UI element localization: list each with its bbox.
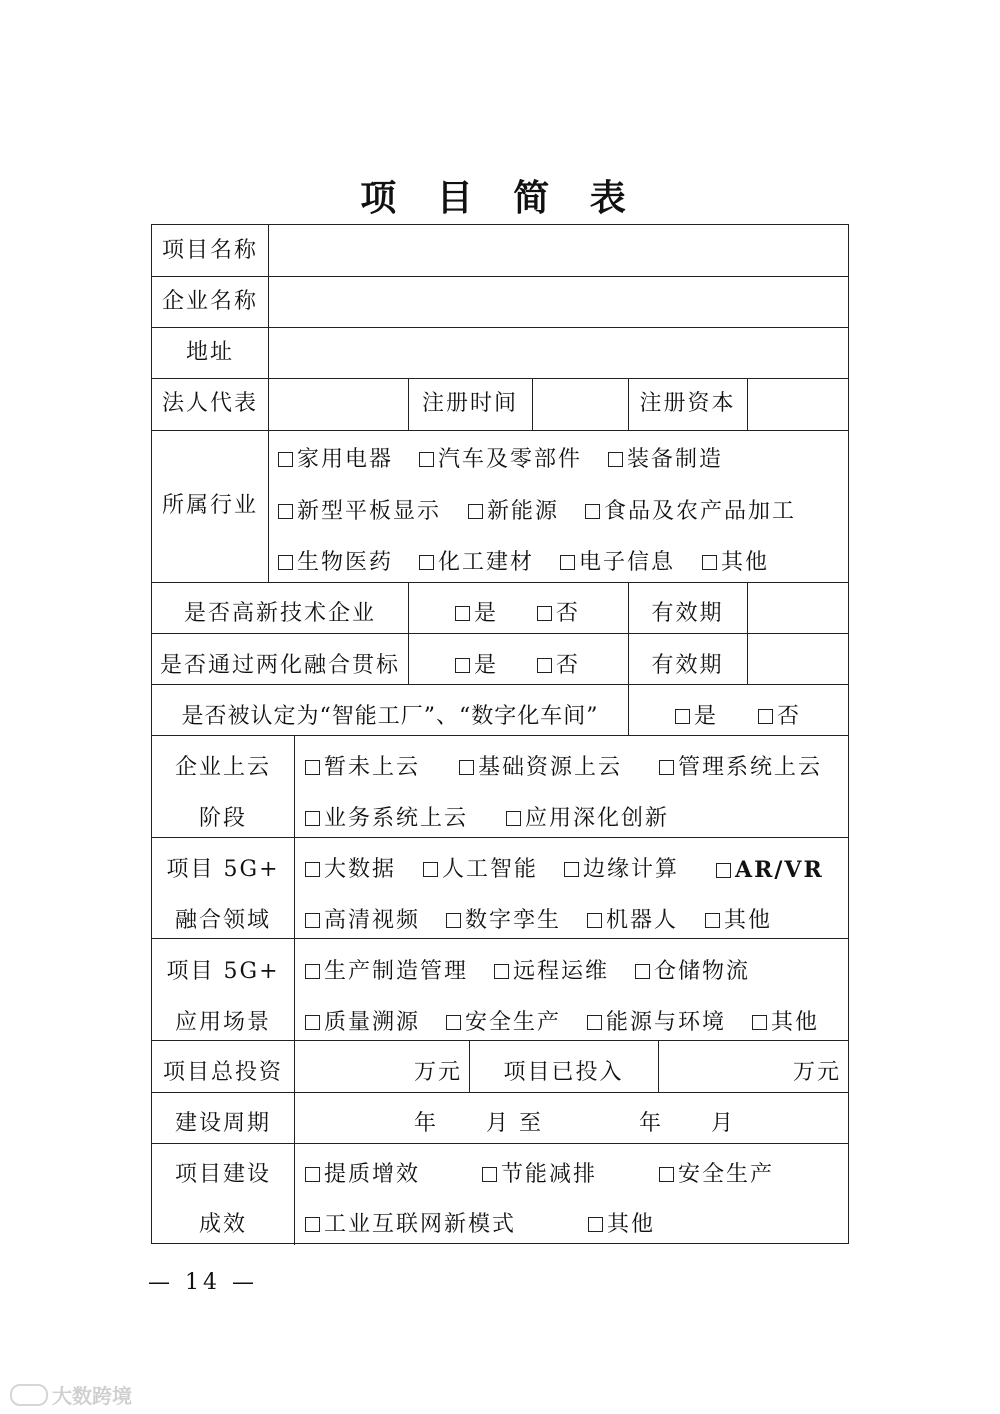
- checkbox-icon: [537, 658, 552, 673]
- smart-factory-label: 是否被认定为“智能工厂”、“数字化车间”: [181, 704, 599, 729]
- checkbox-icon: [702, 555, 717, 570]
- reg-time-label: 注册时间: [421, 391, 518, 416]
- checkbox-icon: [305, 913, 320, 928]
- total-invest-unit: 万元: [414, 1060, 463, 1085]
- total-invest-label: 项目总投资: [162, 1060, 283, 1085]
- checkbox-icon: [506, 811, 521, 826]
- checkbox-icon: [468, 504, 483, 519]
- checkbox-icon: [305, 862, 320, 877]
- checkbox-icon: [659, 760, 674, 775]
- field-option-arvr[interactable]: AR/VR: [716, 857, 824, 883]
- industry-option-auto[interactable]: 汽车及零部件: [419, 447, 582, 473]
- validity-label-1: 有效期: [651, 601, 724, 626]
- field-option-robot[interactable]: 机器人: [587, 908, 678, 934]
- scene-option-other[interactable]: 其他: [752, 1010, 819, 1036]
- validity-field-1[interactable]: [748, 582, 848, 633]
- scene-option-production[interactable]: 生产制造管理: [305, 959, 468, 985]
- form-title: 项 目 简 表: [360, 177, 640, 219]
- validity-label-2: 有效期: [651, 653, 724, 678]
- cloud-stage-label-1: 企业上云: [174, 755, 271, 780]
- result-label-1: 项目建设: [174, 1162, 271, 1187]
- industry-option-new-energy[interactable]: 新能源: [468, 499, 559, 525]
- reg-capital-label: 注册资本: [639, 391, 736, 416]
- legal-rep-field[interactable]: [269, 378, 408, 430]
- field-option-other[interactable]: 其他: [705, 908, 772, 934]
- result-option-iiot[interactable]: 工业互联网新模式: [305, 1212, 516, 1238]
- checkbox-icon: [587, 913, 602, 928]
- checkbox-icon: [635, 964, 650, 979]
- checkbox-icon: [419, 452, 434, 467]
- project-name-field[interactable]: [269, 225, 848, 276]
- project-name-label: 项目名称: [161, 238, 258, 263]
- checkbox-icon: [305, 1217, 320, 1232]
- checkbox-icon: [278, 452, 293, 467]
- checkbox-icon: [305, 1167, 320, 1182]
- cloud-option-management[interactable]: 管理系统上云: [659, 755, 822, 781]
- company-name-label: 企业名称: [161, 289, 258, 314]
- fiveg-scene-label-2: 应用场景: [174, 1010, 271, 1035]
- hightech-label: 是否高新技术企业: [183, 601, 376, 626]
- result-option-safety[interactable]: 安全生产: [659, 1162, 774, 1188]
- period-label: 建设周期: [174, 1111, 271, 1136]
- result-option-energy-saving[interactable]: 节能减排: [482, 1162, 597, 1188]
- scene-option-safety[interactable]: 安全生产: [446, 1010, 561, 1036]
- industry-option-electronics[interactable]: 电子信息: [560, 550, 675, 576]
- industry-option-biomed[interactable]: 生物医药: [278, 550, 393, 576]
- checkbox-icon: [455, 658, 470, 673]
- two-integration-no[interactable]: 否: [537, 653, 580, 679]
- scene-option-logistics[interactable]: 仓储物流: [635, 959, 750, 985]
- checkbox-icon: [588, 1217, 603, 1232]
- industry-option-display[interactable]: 新型平板显示: [278, 499, 441, 525]
- checkbox-icon: [482, 1167, 497, 1182]
- field-option-edge[interactable]: 边缘计算: [564, 857, 679, 883]
- field-option-hd-video[interactable]: 高清视频: [305, 908, 420, 934]
- industry-option-other[interactable]: 其他: [702, 550, 769, 576]
- fiveg-field-label-2: 融合领域: [174, 908, 271, 933]
- checkbox-icon: [758, 709, 773, 724]
- checkbox-icon: [537, 606, 552, 621]
- checkbox-icon: [752, 1015, 767, 1030]
- legal-rep-label: 法人代表: [161, 391, 258, 416]
- checkbox-icon: [564, 862, 579, 877]
- project-summary-table: [151, 224, 849, 1244]
- reg-capital-field[interactable]: [748, 378, 848, 430]
- checkbox-icon: [494, 964, 509, 979]
- checkbox-icon: [659, 1167, 674, 1182]
- watermark-logo-icon: [10, 1384, 48, 1406]
- checkbox-icon: [305, 964, 320, 979]
- cloud-option-innovation[interactable]: 应用深化创新: [506, 806, 669, 832]
- industry-option-equipment[interactable]: 装备制造: [608, 447, 723, 473]
- cloud-option-resources[interactable]: 基础资源上云: [459, 755, 622, 781]
- industry-option-chemical[interactable]: 化工建材: [419, 550, 534, 576]
- period-text: 年 月 至 年 月: [414, 1111, 735, 1136]
- checkbox-icon: [608, 452, 623, 467]
- checkbox-icon: [459, 760, 474, 775]
- checkbox-icon: [278, 504, 293, 519]
- checkbox-icon: [423, 862, 438, 877]
- address-label: 地址: [185, 340, 234, 365]
- hightech-yes[interactable]: 是: [455, 601, 498, 627]
- checkbox-icon: [560, 555, 575, 570]
- result-label-2: 成效: [198, 1212, 247, 1237]
- scene-option-energy[interactable]: 能源与环境: [587, 1010, 726, 1036]
- checkbox-icon: [278, 555, 293, 570]
- fiveg-scene-label-1: 项目 5G+: [166, 959, 280, 984]
- result-option-quality[interactable]: 提质增效: [305, 1162, 420, 1188]
- scene-option-remote-ops[interactable]: 远程运维: [494, 959, 609, 985]
- checkbox-icon: [305, 811, 320, 826]
- checkbox-icon: [587, 1015, 602, 1030]
- checkbox-icon: [446, 913, 461, 928]
- invested-unit: 万元: [793, 1060, 842, 1085]
- smart-factory-yes[interactable]: 是: [675, 704, 718, 730]
- scene-option-traceability[interactable]: 质量溯源: [305, 1010, 420, 1036]
- cloud-stage-label-2: 阶段: [198, 806, 247, 831]
- validity-field-2[interactable]: [748, 633, 848, 684]
- checkbox-icon: [455, 606, 470, 621]
- industry-label: 所属行业: [161, 493, 258, 518]
- checkbox-icon: [585, 504, 600, 519]
- smart-factory-no[interactable]: 否: [758, 704, 801, 730]
- two-integration-yes[interactable]: 是: [455, 653, 498, 679]
- checkbox-icon: [675, 709, 690, 724]
- checkbox-icon: [705, 913, 720, 928]
- company-name-field[interactable]: [269, 276, 848, 327]
- industry-option-appliances[interactable]: 家用电器: [278, 447, 393, 473]
- field-option-bigdata[interactable]: 大数据: [305, 857, 396, 883]
- checkbox-icon: [305, 1015, 320, 1030]
- reg-time-field[interactable]: [533, 378, 628, 430]
- two-integration-label: 是否通过两化融合贯标: [159, 653, 400, 678]
- cloud-option-none[interactable]: 暂未上云: [305, 755, 420, 781]
- page-number: — 14 —: [148, 1270, 258, 1295]
- invested-label: 项目已投入: [503, 1060, 624, 1085]
- cloud-option-business[interactable]: 业务系统上云: [305, 806, 468, 832]
- checkbox-icon: [305, 760, 320, 775]
- checkbox-icon: [716, 863, 731, 878]
- hightech-no[interactable]: 否: [537, 601, 580, 627]
- address-field[interactable]: [269, 327, 848, 378]
- field-option-digital-twin[interactable]: 数字孪生: [446, 908, 561, 934]
- watermark: 大数跨境: [10, 1380, 132, 1409]
- result-option-other[interactable]: 其他: [588, 1212, 655, 1238]
- field-option-ai[interactable]: 人工智能: [423, 857, 538, 883]
- checkbox-icon: [446, 1015, 461, 1030]
- fiveg-field-label-1: 项目 5G+: [166, 857, 280, 882]
- industry-option-food[interactable]: 食品及农产品加工: [585, 499, 796, 525]
- checkbox-icon: [419, 555, 434, 570]
